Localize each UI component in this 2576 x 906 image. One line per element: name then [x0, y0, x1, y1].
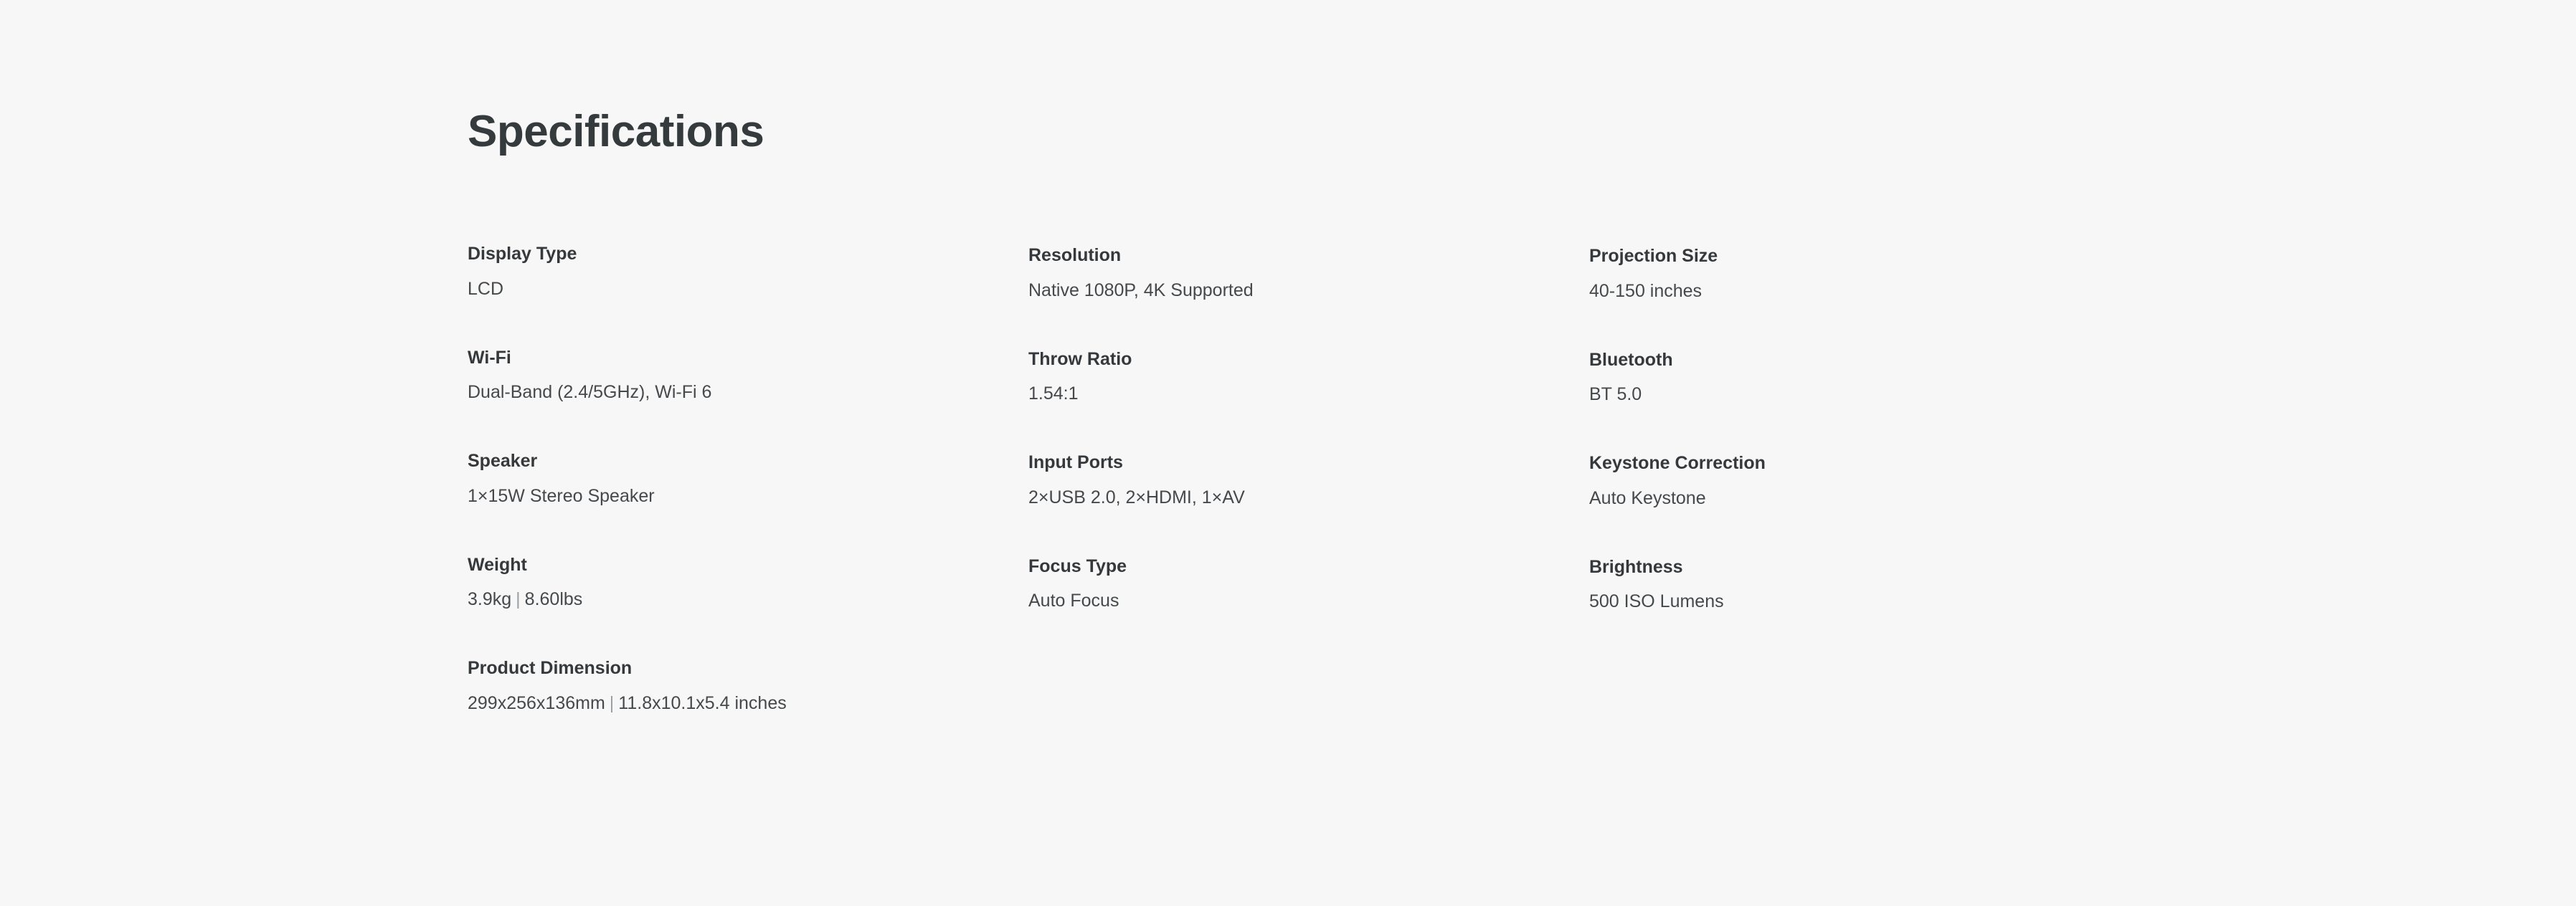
spec-item-wifi	[468, 346, 1028, 406]
specifications-section	[468, 108, 2117, 760]
spec-label: Input Ports	[1028, 452, 1123, 473]
spec-value: LCD	[468, 278, 504, 299]
spec-item-focus-type	[1028, 555, 1589, 614]
spec-value: Dual-Band (2.4/5GHz), Wi-Fi 6	[468, 382, 712, 403]
spec-item-input-ports	[1028, 451, 1589, 510]
spec-item-projection-size	[1589, 244, 2150, 304]
specifications-grid	[468, 242, 2117, 760]
spec-label: Focus Type	[1028, 555, 1127, 576]
specifications-column-3	[1589, 242, 2150, 760]
spec-label: Wi-Fi	[468, 347, 511, 368]
spec-item-brightness	[1589, 555, 2150, 615]
spec-label: Brightness	[1589, 556, 1683, 577]
spec-value: Auto Focus	[1028, 591, 1119, 611]
specifications-column-1	[468, 242, 1028, 760]
spec-value: Auto Keystone	[1589, 487, 1706, 508]
spec-value-separator: |	[516, 589, 521, 610]
spec-value	[468, 588, 1028, 612]
spec-item-keystone-correction	[1589, 452, 2150, 511]
spec-item-weight	[468, 553, 1028, 613]
spec-value: 500 ISO Lumens	[1589, 591, 1724, 612]
spec-value-imperial: 11.8x10.1x5.4 inches	[618, 692, 787, 713]
page-title: Specifications	[468, 107, 764, 156]
spec-item-bluetooth	[1589, 348, 2150, 408]
spec-item-product-dimension	[468, 657, 1028, 716]
spec-value: Native 1080P, 4K Supported	[1028, 280, 1254, 300]
spec-label: Bluetooth	[1589, 349, 1673, 370]
spec-item-resolution	[1028, 244, 1589, 303]
spec-value-imperial: 8.60lbs	[524, 589, 583, 610]
spec-item-throw-ratio	[1028, 348, 1589, 407]
specifications-column-2	[1028, 242, 1589, 760]
spec-value-metric: 299x256x136mm	[468, 692, 605, 713]
spec-value: 40-150 inches	[1589, 280, 1703, 301]
spec-label: Speaker	[468, 451, 538, 472]
spec-value: 1×15W Stereo Speaker	[468, 485, 655, 506]
spec-value: 2×USB 2.0, 2×HDMI, 1×AV	[1028, 487, 1245, 507]
spec-value-metric: 3.9kg	[468, 589, 512, 610]
spec-label: Throw Ratio	[1028, 348, 1132, 369]
spec-label: Display Type	[468, 244, 577, 264]
spec-label: Weight	[468, 554, 527, 575]
spec-value: 1.54:1	[1028, 383, 1079, 404]
spec-value	[468, 692, 1028, 716]
spec-label: Projection Size	[1589, 246, 1718, 267]
spec-item-speaker	[468, 449, 1028, 509]
spec-label: Product Dimension	[468, 658, 633, 679]
spec-label: Keystone Correction	[1589, 453, 1766, 474]
spec-value-separator: |	[609, 692, 615, 713]
spec-label: Resolution	[1028, 245, 1122, 266]
spec-value: BT 5.0	[1589, 384, 1642, 405]
spec-item-display-type	[468, 242, 1028, 302]
